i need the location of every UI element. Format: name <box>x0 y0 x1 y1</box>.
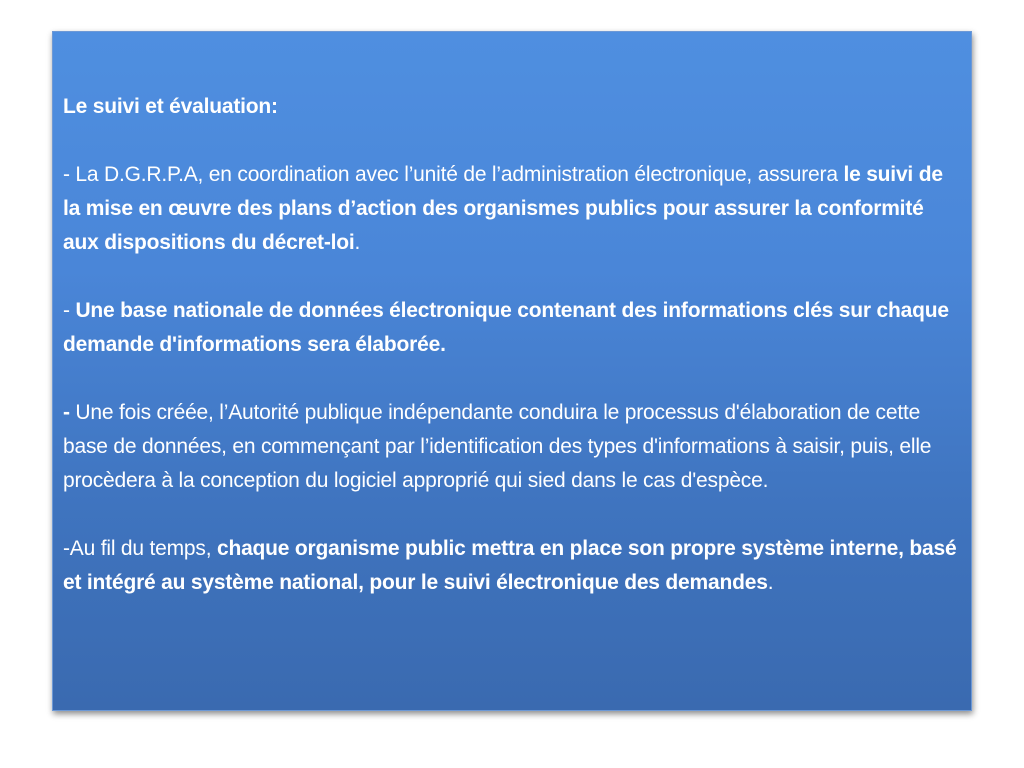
paragraph-database <box>63 294 961 362</box>
paragraph-authority-text: Une fois créée, l’Autorité publique indépendante conduira le processus d'élaboration de cette base de données, en commençant par l’identification des types d'informations à saisir, puis, elle procèdera à la conception du logiciel approprié qui sied dans le cas d'espèce. <box>63 401 932 492</box>
paragraph-monitoring <box>63 158 961 260</box>
content-panel <box>52 31 972 711</box>
paragraph-internal-system-bold: chaque organisme public mettra en place son propre système interne, basé et intégré au système national, pour le suivi électronique des demandes <box>63 537 957 594</box>
paragraph-internal-system-tail: . <box>767 571 774 594</box>
paragraph-authority-dash: - <box>63 401 70 424</box>
paragraph-monitoring-tail: . <box>354 231 361 254</box>
paragraph-authority <box>63 396 961 498</box>
paragraph-monitoring-bold: le suivi de la mise en œuvre des plans d’action des organismes publics pour assurer la conformité aux dispositions du décret-loi <box>63 163 943 254</box>
slide-title: Le suivi et évaluation: <box>63 95 278 118</box>
paragraph-internal-system <box>63 532 961 600</box>
paragraph-internal-system-lead: -Au fil du temps, <box>63 537 217 560</box>
paragraph-monitoring-lead: - La D.G.R.P.A, en coordination avec l’unité de l’administration électronique, assurera <box>63 163 844 186</box>
paragraph-database-bold: Une base nationale de données électronique contenant des informations clés sur chaque demande d'informations sera élaborée. <box>63 299 949 356</box>
paragraph-database-dash: - <box>63 299 76 322</box>
